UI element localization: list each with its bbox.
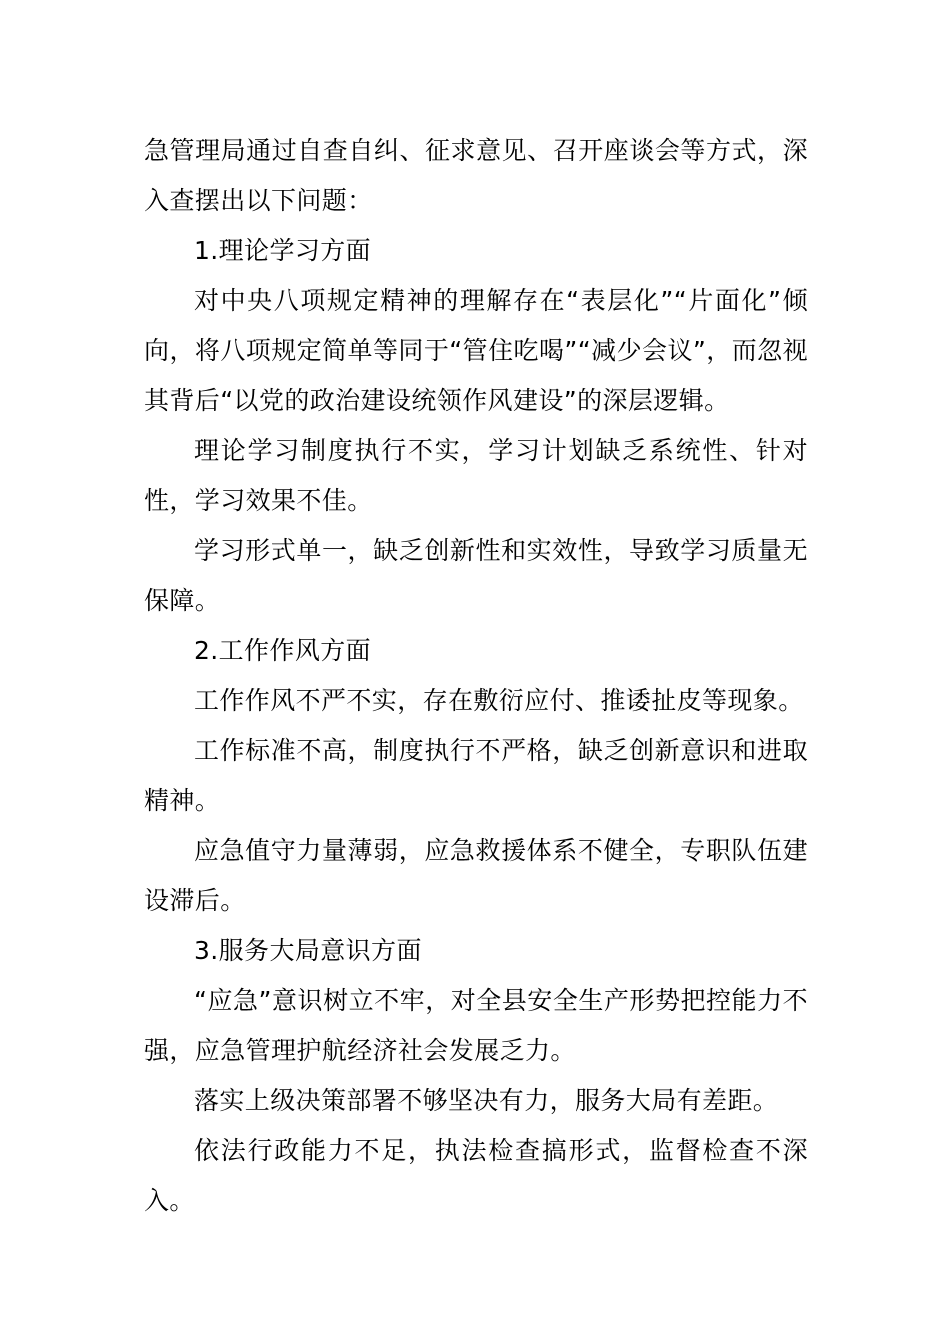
body-paragraph: 应急值守力量薄弱，应急救援体系不健全，专职队伍建设滞后。 [144,836,808,915]
intro-paragraph: 急管理局通过自查自纠、征求意见、召开座谈会等方式，深入查摆出以下问题： [144,136,808,215]
section-heading-work-style: 2.工作作风方面 [194,636,372,665]
body-paragraph: 理论学习制度执行不实，学习计划缺乏系统性、针对性，学习效果不佳。 [144,436,808,515]
body-paragraph: 工作标准不高，制度执行不严格，缺乏创新意识和进取精神。 [144,736,808,815]
body-paragraph: 工作作风不严不实，存在敷衍应付、推诿扯皮等现象。 [194,686,804,715]
body-paragraph: 学习形式单一，缺乏创新性和实效性，导致学习质量无保障。 [144,536,808,615]
body-paragraph: 对中央八项规定精神的理解存在“表层化”“片面化”倾向，将八项规定简单等同于“管住吃喝”“减少会议”，而忽视其背后“以党的政治建设统领作风建设”的深层逻辑。 [144,286,808,415]
section-heading-overall-service: 3.服务大局意识方面 [194,936,422,965]
section-heading-theory-study: 1.理论学习方面 [194,236,372,265]
document-body [144,126,808,1226]
body-paragraph: 依法行政能力不足，执法检查搞形式，监督检查不深入。 [144,1136,808,1215]
body-paragraph: 落实上级决策部署不够坚决有力，服务大局有差距。 [194,1086,779,1115]
body-paragraph: “应急”意识树立不牢，对全县安全生产形势把控能力不强，应急管理护航经济社会发展乏力。 [144,986,808,1065]
